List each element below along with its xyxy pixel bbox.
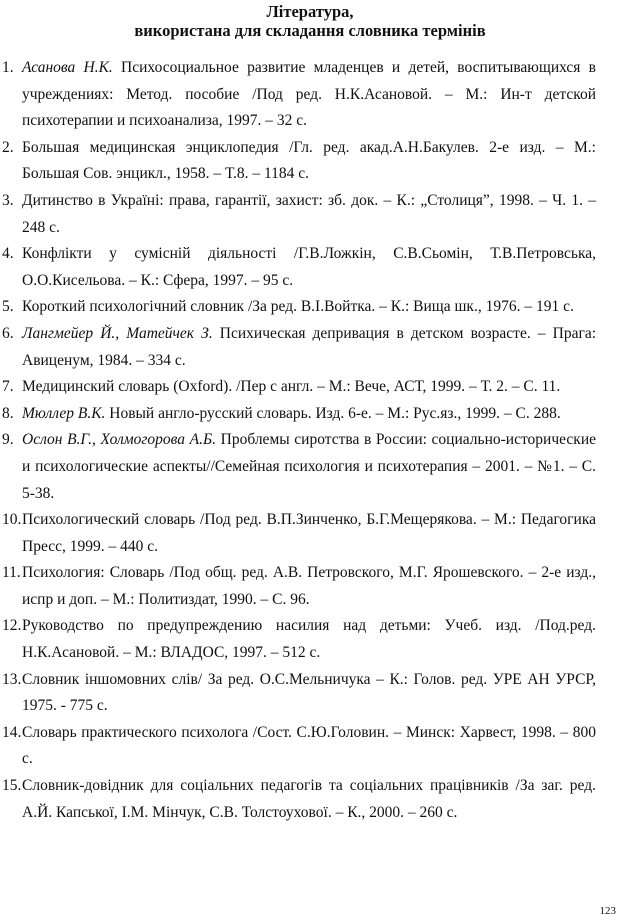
- reference-text: Психическая депривация в детском возрасте. – Прага: Авиценум, 1984. – 334 с.: [22, 324, 596, 369]
- reference-number: 4.: [2, 245, 14, 263]
- reference-number: 12.: [2, 617, 22, 635]
- reference-number: 13.: [2, 670, 22, 688]
- reference-number: 1.: [2, 59, 14, 76]
- reference-number: 8.: [2, 404, 14, 422]
- reference-number: 11.: [2, 564, 21, 582]
- reference-text: Большая медицинская энциклопедия /Гл. ред. акад.А.Н.Бакулев. 2-е изд. – М.: Большая Сов. энцикл., 1958. – Т.8. – 1184 с.: [22, 138, 596, 183]
- reference-author: Асанова Н.К.: [22, 59, 113, 76]
- page-subtitle: використана для складання словника термінів: [134, 21, 486, 40]
- reference-text: Проблемы сиротства в России: социально-исторические и психологические аспекты//Семейная психология и психотерапия – 2001. – №1. – С. 5-38.: [22, 431, 596, 502]
- reference-item: [0, 321, 596, 374]
- reference-text: Словник-довідник для соціальних педагогів та соціальних працівників /За заг. ред. А.Й. Капської, І.М. Мінчук, С.В. Толстоухової. – К., 2000. – 260 с.: [22, 777, 596, 821]
- reference-item: [0, 135, 596, 188]
- reference-text: Руководство по предупреждению насилия над детьми: Учеб. изд. /Под.ред. Н.К.Асановой. – М.: ВЛАДОС, 1997. – 512 с.: [22, 617, 596, 662]
- reference-number: 3.: [2, 191, 14, 209]
- page-number: 123: [599, 905, 616, 917]
- reference-author: Ослон В.Г., Холмогорова А.Б.: [22, 431, 217, 449]
- reference-text: Психология: Словарь /Под общ. ред. А.В. Петровского, М.Г. Ярошевского. – 2-е изд., испр и доп. – М.: Политиздат, 1990. – С. 96.: [22, 564, 596, 608]
- reference-author: Лангмейер Й., Матейчек З.: [22, 324, 213, 342]
- reference-text: Словарь практического психолога /Сост. С.Ю.Головин. – Минск: Харвест, 1998. – 800 с.: [22, 723, 596, 768]
- reference-number: 9.: [2, 431, 14, 449]
- reference-text: Конфлікти у сумісній діяльності /Г.В.Ложкін, С.В.Сьомін, Т.В.Петровська, О.О.Кисельова. – К.: Сфера, 1997. – 95 с.: [22, 245, 596, 289]
- reference-number: 6.: [2, 324, 14, 342]
- reference-text: Короткий психологічний словник /За ред. В.І.Войтка. – К.: Вища шк., 1976. – 191 с.: [22, 298, 574, 316]
- reference-item: [0, 241, 596, 294]
- reference-number: 2.: [2, 138, 14, 156]
- reference-text: Психологический словарь /Под ред. В.П.Зинченко, Б.Г.Мещерякова. – М.: Педагогика Пресс, 1999. – 440 с.: [22, 511, 596, 555]
- page-title: Література,: [266, 2, 354, 21]
- reference-number: 15.: [2, 777, 22, 795]
- reference-item: [0, 294, 596, 321]
- reference-text: Дитинство в Україні: права, гарантії, захист: зб. док. – К.: „Столиця”, 1998. – Ч. 1. – 248 с.: [22, 191, 596, 236]
- reference-number: 10.: [2, 511, 22, 529]
- reference-item: [0, 507, 596, 560]
- reference-number: 7.: [2, 378, 14, 396]
- reference-list: [0, 55, 620, 826]
- reference-item: [0, 188, 596, 241]
- reference-number: 14.: [2, 723, 22, 741]
- reference-text: Новый англо-русский словарь. Изд. 6-е. – М.: Рус.яз., 1999. – С. 288.: [105, 404, 561, 422]
- reference-number: 5.: [2, 298, 14, 316]
- reference-item: [0, 773, 596, 826]
- reference-item: [0, 560, 596, 613]
- reference-item: [0, 55, 596, 135]
- reference-item: [0, 374, 596, 401]
- reference-text: Медицинский словарь (Oxford). /Пер с англ. – М.: Вече, АСТ, 1999. – Т. 2. – С. 11.: [22, 378, 561, 396]
- reference-author: Мюллер В.К.: [22, 404, 106, 422]
- reference-item: [0, 613, 596, 666]
- reference-text: Психосоциальное развитие младенцев и детей, воспитывающихся в учреждениях: Метод. пособие /Под ред. Н.К.Асановой. – М.: Ин-т детской психотерапии и психоанализа, 1997. – 32 с.: [22, 59, 597, 130]
- reference-item: [0, 720, 596, 773]
- reference-item: [0, 427, 596, 507]
- reference-text: Словник іншомовних слів/ За ред. О.С.Мельничука – К.: Голов. ред. УРЕ АН УРСР, 1975. - 775 с.: [22, 670, 596, 715]
- reference-item: [0, 401, 596, 428]
- reference-item: [0, 667, 596, 720]
